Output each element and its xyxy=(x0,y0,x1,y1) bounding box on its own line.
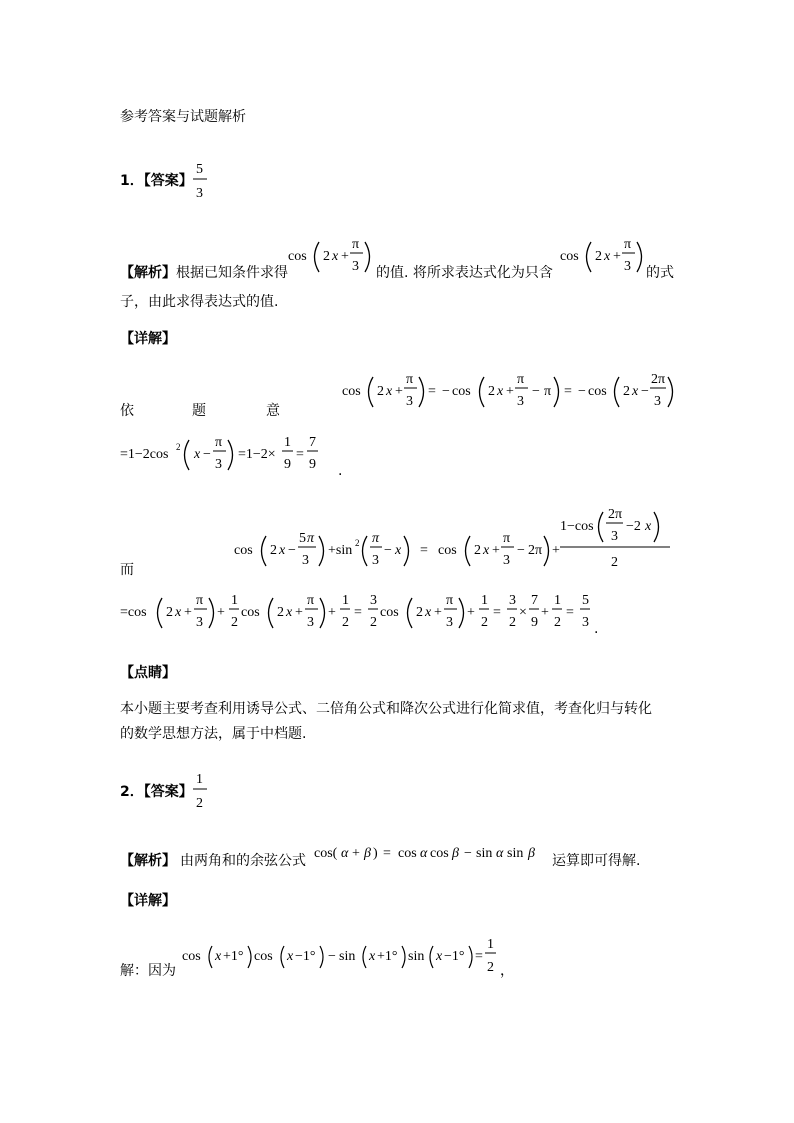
svg-text:cos: cos xyxy=(342,384,361,399)
svg-text:2: 2 xyxy=(488,384,495,399)
q1-comment-line-2: 的数学思想方法，属于中档题. xyxy=(120,726,307,742)
q1-detail-word-3: 意 xyxy=(266,403,280,419)
svg-text:=: = xyxy=(493,605,501,620)
svg-text:3: 3 xyxy=(654,394,661,409)
svg-text:π: π xyxy=(352,237,360,252)
q1-equation-line-3 xyxy=(234,506,674,583)
svg-text:1: 1 xyxy=(342,593,349,608)
svg-text:1: 1 xyxy=(196,772,203,787)
svg-text:+: + xyxy=(552,543,560,558)
svg-text:+: + xyxy=(341,249,349,264)
q2-detail-label: 【详解】 xyxy=(120,893,176,909)
svg-text:cos: cos xyxy=(560,249,579,264)
svg-text:x: x xyxy=(215,949,222,964)
q1-comment-label: 【点睛】 xyxy=(120,665,176,681)
svg-text:2: 2 xyxy=(176,442,181,452)
svg-text:sin: sin xyxy=(476,846,493,861)
q2-formula-cos-sum xyxy=(314,840,554,871)
svg-text:x: x xyxy=(286,605,293,620)
svg-text:2: 2 xyxy=(355,538,360,548)
svg-text:−: − xyxy=(464,846,472,861)
svg-text:9: 9 xyxy=(531,615,538,630)
svg-text:cos(: cos( xyxy=(314,846,338,861)
svg-text:3: 3 xyxy=(372,553,379,568)
svg-text:x: x xyxy=(395,543,402,558)
svg-text:2: 2 xyxy=(611,555,618,570)
svg-text:x: x xyxy=(279,543,286,558)
svg-text:cos: cos xyxy=(452,384,471,399)
q2-answer-label: 2．【答案】 xyxy=(120,784,193,800)
svg-text:=: = xyxy=(420,543,428,558)
q1-line4-period: . xyxy=(594,621,599,637)
svg-text:2: 2 xyxy=(166,605,173,620)
svg-text:π: π xyxy=(503,531,511,546)
svg-text:−1°: −1° xyxy=(295,949,316,964)
svg-text:=: = xyxy=(296,447,304,462)
svg-text:cos: cos xyxy=(398,846,417,861)
svg-text:−: − xyxy=(532,384,540,399)
svg-text:×: × xyxy=(519,605,527,620)
svg-text:sin: sin xyxy=(408,949,425,964)
svg-text:5: 5 xyxy=(582,593,589,608)
svg-text:+: + xyxy=(541,605,549,620)
q2-analysis-text-1: 由两角和的余弦公式 xyxy=(180,853,306,869)
svg-text:2: 2 xyxy=(323,249,330,264)
svg-text:x: x xyxy=(369,949,376,964)
svg-text:−: − xyxy=(442,384,450,399)
svg-text:+: + xyxy=(328,605,336,620)
svg-text:−: − xyxy=(288,543,296,558)
svg-text:=: = xyxy=(383,846,391,861)
q1-equation-line-1 xyxy=(340,368,675,419)
svg-text:α: α xyxy=(420,846,428,861)
svg-text:3: 3 xyxy=(446,615,453,630)
svg-text:x: x xyxy=(175,605,182,620)
svg-text:π: π xyxy=(544,384,552,399)
svg-text:cos: cos xyxy=(438,543,457,558)
q1-analysis-text-4: 子，由此求得表达式的值. xyxy=(120,294,279,310)
svg-text:π: π xyxy=(517,372,525,387)
svg-text:2: 2 xyxy=(554,615,561,630)
svg-text:π: π xyxy=(406,372,414,387)
svg-text:x: x xyxy=(194,447,201,462)
svg-text:2: 2 xyxy=(377,384,384,399)
svg-text:+1°: +1° xyxy=(377,949,398,964)
svg-text:x: x xyxy=(386,384,393,399)
q1-formula-cos-2x-pi3-b xyxy=(560,234,642,285)
svg-text:π: π xyxy=(307,531,315,546)
q1-answer-fraction xyxy=(192,158,212,209)
svg-text:π: π xyxy=(372,531,380,546)
svg-text:3: 3 xyxy=(196,186,203,201)
svg-text:x: x xyxy=(632,384,639,399)
svg-text:=cos: =cos xyxy=(120,605,147,620)
svg-text:+: + xyxy=(295,605,303,620)
svg-text:3: 3 xyxy=(196,615,203,630)
svg-text:1: 1 xyxy=(554,593,561,608)
svg-text:2: 2 xyxy=(509,615,516,630)
svg-text:+: + xyxy=(467,605,475,620)
svg-text:x: x xyxy=(436,949,443,964)
svg-text:9: 9 xyxy=(284,457,291,472)
svg-text:2: 2 xyxy=(623,384,630,399)
q1-answer-label: 1．【答案】 xyxy=(120,173,193,189)
svg-text:5: 5 xyxy=(196,162,203,177)
svg-text:5: 5 xyxy=(299,531,306,546)
svg-text:2: 2 xyxy=(595,249,602,264)
svg-text:3: 3 xyxy=(406,394,413,409)
svg-text:=: = xyxy=(564,384,572,399)
svg-text:3: 3 xyxy=(302,553,309,568)
svg-text:x: x xyxy=(332,249,339,264)
svg-text:β: β xyxy=(452,846,459,861)
svg-text:3: 3 xyxy=(509,593,516,608)
svg-text:β: β xyxy=(364,846,371,861)
svg-text:=: = xyxy=(475,949,483,964)
svg-text:2π: 2π xyxy=(528,543,543,558)
svg-text:2: 2 xyxy=(474,543,481,558)
q1-detail-word-2: 题 xyxy=(192,403,206,419)
svg-text:x: x xyxy=(425,605,432,620)
svg-text:−: − xyxy=(517,543,525,558)
svg-text:=1−2×: =1−2× xyxy=(238,447,276,462)
svg-text:−2: −2 xyxy=(626,519,641,534)
svg-text:−: − xyxy=(641,384,649,399)
svg-text:3: 3 xyxy=(582,615,589,630)
svg-text:3: 3 xyxy=(624,259,631,274)
svg-text:2: 2 xyxy=(342,615,349,630)
svg-text:x: x xyxy=(483,543,490,558)
svg-text:cos: cos xyxy=(430,846,449,861)
svg-text:3: 3 xyxy=(611,529,618,544)
svg-text:=: = xyxy=(566,605,574,620)
q2-solve-end: ， xyxy=(500,963,514,979)
q2-analysis-label: 【解析】 xyxy=(120,853,176,869)
svg-text:cos: cos xyxy=(182,949,201,964)
svg-text:π: π xyxy=(196,593,204,608)
svg-text:2: 2 xyxy=(370,615,377,630)
q1-analysis-text-2: 的值. 将所求表达式化为只含 xyxy=(376,265,553,281)
svg-text:1: 1 xyxy=(487,937,494,952)
svg-text:3: 3 xyxy=(352,259,359,274)
svg-text:cos: cos xyxy=(234,543,253,558)
svg-text:): ) xyxy=(373,846,378,861)
svg-text:+: + xyxy=(352,846,360,861)
svg-text:2: 2 xyxy=(231,615,238,630)
svg-text:7: 7 xyxy=(531,593,538,608)
q1-analysis-label: 【解析】 xyxy=(120,265,176,281)
svg-text:7: 7 xyxy=(309,435,316,450)
svg-text:1−cos: 1−cos xyxy=(560,519,594,534)
svg-text:3: 3 xyxy=(215,457,222,472)
svg-text:−: − xyxy=(328,949,336,964)
svg-text:+: + xyxy=(395,384,403,399)
svg-text:=: = xyxy=(354,605,362,620)
q1-detail-word-1: 依 xyxy=(120,403,134,419)
svg-text:2: 2 xyxy=(196,796,203,811)
q1-equation-line-2 xyxy=(120,432,343,483)
svg-text:α: α xyxy=(341,846,349,861)
q1-er: 而 xyxy=(120,562,134,578)
q2-solve-prefix: 解：因为 xyxy=(120,963,176,979)
svg-text:sin: sin xyxy=(507,846,524,861)
page-title: 参考答案与试题解析 xyxy=(120,109,246,125)
svg-text:+: + xyxy=(217,605,225,620)
svg-text:1: 1 xyxy=(231,593,238,608)
q1-analysis-text-3: 的式 xyxy=(646,265,674,281)
svg-text:−: − xyxy=(203,447,211,462)
svg-text:sin: sin xyxy=(339,949,356,964)
svg-text:3: 3 xyxy=(307,615,314,630)
q1-comment-line-1: 本小题主要考查利用诱导公式、二倍角公式和降次公式进行化简求值，考查化归与转化 xyxy=(120,701,652,717)
svg-text:π: π xyxy=(307,593,315,608)
svg-text:2π: 2π xyxy=(608,507,623,522)
q1-line2-period: . xyxy=(338,463,343,479)
q1-formula-cos-2x-pi3-a xyxy=(288,234,370,285)
svg-text:+1°: +1° xyxy=(223,949,244,964)
svg-text:x: x xyxy=(604,249,611,264)
svg-text:+: + xyxy=(184,605,192,620)
svg-text:π: π xyxy=(624,237,632,252)
svg-text:9: 9 xyxy=(309,457,316,472)
svg-text:+: + xyxy=(506,384,514,399)
svg-text:β: β xyxy=(528,846,535,861)
q2-answer-fraction xyxy=(192,768,212,819)
svg-text:=1−2cos: =1−2cos xyxy=(120,447,169,462)
svg-text:−1°: −1° xyxy=(444,949,465,964)
svg-text:cos: cos xyxy=(254,949,273,964)
svg-text:cos: cos xyxy=(380,605,399,620)
q2-analysis-text-2: 运算即可得解. xyxy=(552,853,641,869)
svg-text:x: x xyxy=(287,949,294,964)
svg-text:−: − xyxy=(578,384,586,399)
svg-text:α: α xyxy=(496,846,504,861)
svg-text:3: 3 xyxy=(370,593,377,608)
svg-text:1: 1 xyxy=(284,435,291,450)
svg-text:−: − xyxy=(384,543,392,558)
svg-text:π: π xyxy=(215,435,223,450)
svg-text:=: = xyxy=(428,384,436,399)
svg-text:+: + xyxy=(613,249,621,264)
svg-text:cos: cos xyxy=(241,605,260,620)
svg-text:cos: cos xyxy=(288,249,307,264)
svg-text:+: + xyxy=(492,543,500,558)
svg-text:2: 2 xyxy=(487,960,494,975)
svg-text:2: 2 xyxy=(277,605,284,620)
svg-text:1: 1 xyxy=(481,593,488,608)
q1-analysis-text-1: 根据已知条件求得 xyxy=(176,265,288,281)
q2-equation xyxy=(182,934,502,985)
svg-text:+sin: +sin xyxy=(328,543,353,558)
svg-text:+: + xyxy=(434,605,442,620)
svg-text:π: π xyxy=(446,593,454,608)
q1-detail-label: 【详解】 xyxy=(120,331,176,347)
svg-text:cos: cos xyxy=(588,384,607,399)
svg-text:3: 3 xyxy=(517,394,524,409)
svg-text:x: x xyxy=(645,519,652,534)
svg-text:3: 3 xyxy=(503,553,510,568)
svg-text:2: 2 xyxy=(416,605,423,620)
svg-text:2: 2 xyxy=(270,543,277,558)
svg-text:x: x xyxy=(497,384,504,399)
q1-equation-line-4 xyxy=(120,590,600,641)
svg-text:2π: 2π xyxy=(651,372,666,387)
svg-text:2: 2 xyxy=(481,615,488,630)
